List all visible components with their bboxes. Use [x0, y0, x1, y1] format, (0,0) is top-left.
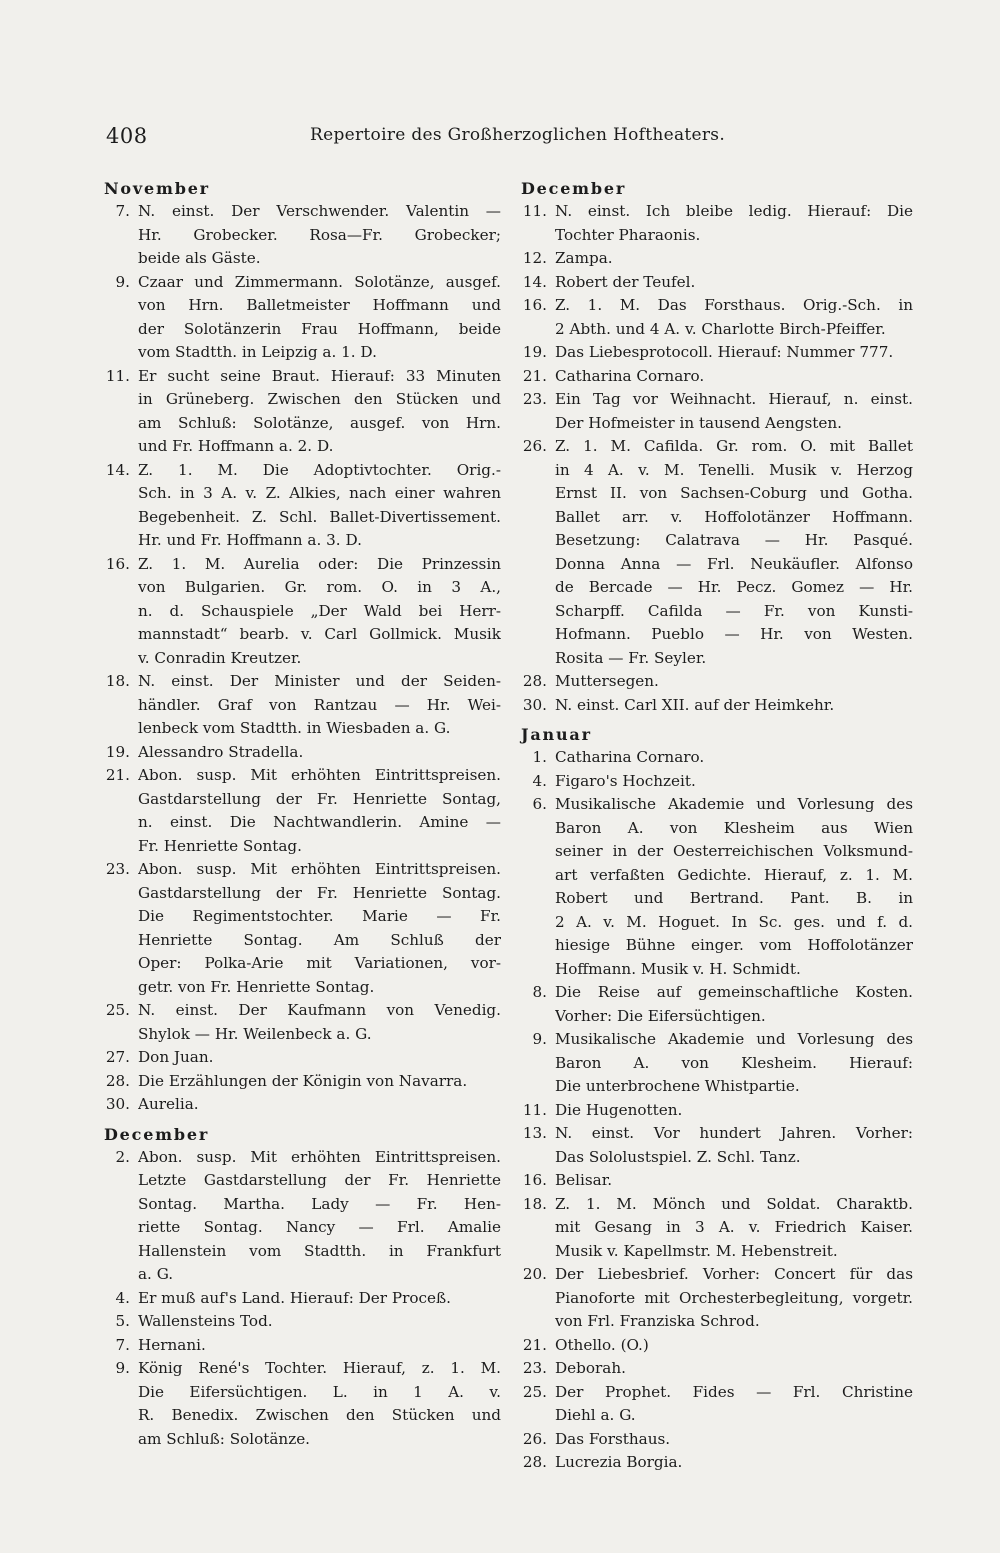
- entry-line: Othello. (O.): [555, 1335, 649, 1354]
- entry-day: 20.: [522, 1265, 547, 1283]
- entry-text: [138, 1357, 501, 1451]
- entry-text: [138, 200, 501, 271]
- entry-line: N. einst. Vor hundert Jahren. Vorher:: [555, 1124, 913, 1142]
- entry-text: [138, 1093, 501, 1117]
- entry-line: Czaar und Zimmermann. Solotänze, ausgef.: [138, 272, 501, 291]
- entry-text: [138, 459, 501, 553]
- entry-day: 16.: [522, 1171, 547, 1189]
- entry-line: händler. Graf von Rantzau — Hr. Wei-: [138, 695, 501, 714]
- entry-day: 19.: [522, 343, 547, 361]
- performance-entry: [104, 1093, 501, 1117]
- entry-day: 27.: [105, 1048, 130, 1066]
- entry-line: Pianoforte mit Orchesterbegleitung, vorgetr.: [555, 1288, 913, 1307]
- entry-line: Henriette Sontag. Am Schluß der: [138, 930, 501, 949]
- entry-line: n. einst. Die Nachtwandlerin. Amine —: [138, 813, 501, 831]
- entry-line: Letzte Gastdarstellung der Fr. Henriette: [138, 1171, 501, 1189]
- month-heading: November: [104, 179, 210, 198]
- performance-entry: [521, 1193, 913, 1264]
- entry-text: [138, 858, 501, 999]
- entry-line: Rosita — Fr. Seyler.: [555, 648, 707, 667]
- entry-text: [555, 746, 913, 770]
- entry-line: Z. 1. M. Das Forsthaus. Orig.-Sch. in: [555, 296, 913, 314]
- entry-line: Musik v. Kapellmstr. M. Hebenstreit.: [555, 1241, 838, 1260]
- entry-line: Catharina Cornaro.: [555, 366, 705, 385]
- performance-entry: [521, 247, 913, 271]
- entry-day: 23.: [522, 1359, 547, 1377]
- entry-line: Don Juan.: [138, 1048, 214, 1066]
- entry-line: Baron A. von Klesheim. Hierauf:: [555, 1053, 913, 1072]
- entry-day: 13.: [522, 1124, 547, 1142]
- entry-line: n. d. Schauspiele „Der Wald bei Herr-: [138, 601, 501, 620]
- performance-entry: [104, 858, 501, 999]
- entry-line: Besetzung: Calatrava — Hr. Pasqué.: [555, 531, 913, 549]
- right-column: [521, 178, 913, 1475]
- entry-line: de Bercade — Hr. Pecz. Gomez — Hr.: [555, 578, 913, 596]
- entry-text: [555, 770, 913, 794]
- entry-line: Die unterbrochene Whistpartie.: [555, 1077, 800, 1095]
- entry-day: 23.: [522, 390, 547, 408]
- entry-line: von Hrn. Balletmeister Hoffmann und: [138, 296, 501, 314]
- entry-day: 21.: [522, 1335, 547, 1354]
- entry-line: Die Erzählungen der Königin von Navarra.: [138, 1071, 468, 1090]
- entry-line: Abon. susp. Mit erhöhten Eintrittspreisen.: [138, 860, 501, 878]
- performance-entry: [104, 1310, 501, 1334]
- entry-line: Hoffmann. Musik v. H. Schmidt.: [555, 959, 801, 978]
- performance-entry: [104, 741, 501, 765]
- performance-entry: [521, 793, 913, 981]
- entry-line: v. Conradin Kreutzer.: [138, 648, 302, 667]
- entry-line: Begebenheit. Z. Schl. Ballet-Divertissement.: [138, 507, 501, 526]
- entry-day: 5.: [115, 1312, 130, 1330]
- entry-text: [555, 1193, 913, 1264]
- entry-line: am Schluß: Solotänze.: [138, 1429, 311, 1448]
- entry-text: [555, 1428, 913, 1452]
- entry-line: art verfaßten Gedichte. Hierauf, z. 1. M.: [555, 865, 913, 884]
- performance-entry: [521, 388, 913, 435]
- entry-line: Baron A. von Klesheim aus Wien: [555, 818, 913, 837]
- left-column: [104, 178, 501, 1451]
- entry-line: Scharpff. Cafilda — Fr. von Kunsti-: [555, 601, 913, 620]
- entry-text: [138, 1287, 501, 1311]
- performance-entry: [521, 200, 913, 247]
- performance-entry: [521, 770, 913, 794]
- entry-text: [555, 200, 913, 247]
- entry-line: Deborah.: [555, 1359, 626, 1377]
- entry-line: Die Hugenotten.: [555, 1100, 683, 1119]
- entry-day: 14.: [105, 460, 130, 479]
- performance-entry: [104, 200, 501, 271]
- entry-line: Der Prophet. Fides — Frl. Christine: [555, 1382, 913, 1401]
- performance-entry: [104, 271, 501, 365]
- entry-day: 25.: [105, 1001, 130, 1019]
- performance-entry: [521, 1428, 913, 1452]
- entry-line: mit Gesang in 3 A. v. Friedrich Kaiser.: [555, 1218, 913, 1236]
- entry-line: Das Forsthaus.: [555, 1429, 671, 1448]
- performance-entry: [104, 459, 501, 553]
- entry-line: Hofmann. Pueblo — Hr. von Westen.: [555, 625, 913, 643]
- performance-entry: [104, 764, 501, 858]
- page-number: 408: [106, 124, 148, 148]
- entry-text: [555, 388, 913, 435]
- entry-line: Aurelia.: [138, 1095, 199, 1113]
- performance-entry: [521, 1451, 913, 1475]
- entry-line: Hernani.: [138, 1335, 206, 1354]
- entry-line: beide als Gäste.: [138, 249, 261, 267]
- entry-line: Ballet arr. v. Hoffolotänzer Hoffmann.: [555, 507, 913, 526]
- performance-entry: [104, 1046, 501, 1070]
- entry-text: [138, 365, 501, 459]
- entry-day: 2.: [115, 1147, 130, 1166]
- entry-line: Hr. und Fr. Hoffmann a. 3. D.: [138, 531, 362, 549]
- entry-line: Figaro's Hochzeit.: [555, 771, 696, 790]
- entry-text: [138, 764, 501, 858]
- entry-line: Musikalische Akademie und Vorlesung des: [555, 1030, 913, 1048]
- entry-line: Abon. susp. Mit erhöhten Eintrittspreisen.: [138, 1147, 501, 1166]
- entry-line: 2 Abth. und 4 A. v. Charlotte Birch-Pfeiffer.: [555, 319, 886, 338]
- entry-line: Oper: Polka-Arie mit Variationen, vor-: [138, 954, 501, 972]
- entry-line: N. einst. Carl XII. auf der Heimkehr.: [555, 695, 835, 714]
- performance-entry: [521, 1263, 913, 1334]
- entry-line: Wallensteins Tod.: [138, 1312, 273, 1330]
- entry-day: 9.: [115, 272, 130, 291]
- performance-entry: [521, 694, 913, 718]
- entry-text: [555, 670, 913, 694]
- entry-line: Ernst II. von Sachsen-Coburg und Gotha.: [555, 484, 913, 502]
- performance-entry: [104, 1357, 501, 1451]
- performance-entry: [521, 271, 913, 295]
- entry-day: 25.: [522, 1382, 547, 1401]
- performance-entry: [521, 746, 913, 770]
- performance-entry: [104, 1334, 501, 1358]
- entry-text: [138, 1334, 501, 1358]
- entry-text: [555, 1451, 913, 1475]
- entry-day: 21.: [105, 766, 130, 784]
- entry-line: N. einst. Der Verschwender. Valentin —: [138, 202, 501, 220]
- entry-day: 11.: [522, 1100, 547, 1119]
- entry-line: Shylok — Hr. Weilenbeck a. G.: [138, 1024, 372, 1043]
- entry-text: [555, 694, 913, 718]
- entry-line: Robert und Bertrand. Pant. B. in: [555, 889, 913, 907]
- entry-text: [555, 271, 913, 295]
- performance-entry: [521, 1169, 913, 1193]
- entry-day: 4.: [115, 1288, 130, 1307]
- entry-line: getr. von Fr. Henriette Sontag.: [138, 977, 375, 996]
- entry-day: 11.: [105, 366, 130, 385]
- entry-line: Das Liebesprotocoll. Hierauf: Nummer 777.: [555, 343, 894, 361]
- entry-text: [555, 365, 913, 389]
- performance-entry: [104, 365, 501, 459]
- entry-text: [555, 1381, 913, 1428]
- entry-line: Donna Anna — Frl. Neukäufler. Alfonso: [555, 554, 913, 573]
- entry-text: [555, 1169, 913, 1193]
- entry-line: Gastdarstellung der Fr. Henriette Sontag,: [138, 789, 501, 808]
- entry-line: Der Hofmeister in tausend Aengsten.: [555, 413, 842, 432]
- entry-line: Alessandro Stradella.: [138, 742, 304, 761]
- entry-text: [555, 793, 913, 981]
- entry-line: in 4 A. v. M. Tenelli. Musik v. Herzog: [555, 460, 913, 479]
- running-title: Repertoire des Großherzoglichen Hoftheaters.: [310, 125, 726, 145]
- entry-line: Gastdarstellung der Fr. Henriette Sontag.: [138, 883, 501, 902]
- entry-day: 18.: [522, 1194, 547, 1213]
- entry-text: [138, 1310, 501, 1334]
- entry-day: 18.: [105, 672, 130, 690]
- entry-day: 28.: [522, 672, 547, 690]
- entry-line: riette Sontag. Nancy — Frl. Amalie: [138, 1218, 501, 1236]
- entry-day: 28.: [105, 1071, 130, 1090]
- entry-day: 14.: [522, 272, 547, 291]
- performance-entry: [521, 1028, 913, 1099]
- performance-entry: [104, 553, 501, 671]
- entry-day: 16.: [522, 296, 547, 314]
- performance-entry: [521, 1357, 913, 1381]
- entry-text: [138, 1070, 501, 1094]
- entry-day: 30.: [105, 1095, 130, 1113]
- entry-line: Diehl a. G.: [555, 1406, 636, 1424]
- entry-line: R. Benedix. Zwischen den Stücken und: [138, 1406, 501, 1424]
- entry-day: 6.: [532, 795, 547, 813]
- entry-line: Er sucht seine Braut. Hierauf: 33 Minuten: [138, 366, 501, 385]
- entry-line: Belisar.: [555, 1171, 613, 1189]
- performance-entry: [521, 341, 913, 365]
- entry-line: Sontag. Martha. Lady — Fr. Hen-: [138, 1194, 501, 1213]
- entry-line: mannstadt“ bearb. v. Carl Gollmick. Musik: [138, 625, 501, 643]
- performance-entry: [104, 1146, 501, 1287]
- entry-line: Zampa.: [555, 249, 613, 267]
- entry-day: 16.: [105, 554, 130, 573]
- entry-line: am Schluß: Solotänze, ausgef. von Hrn.: [138, 413, 501, 432]
- entry-line: Lucrezia Borgia.: [555, 1453, 683, 1471]
- entry-line: Robert der Teufel.: [555, 272, 696, 291]
- entry-text: [138, 553, 501, 671]
- entry-day: 26.: [522, 1429, 547, 1448]
- entry-day: 4.: [532, 771, 547, 790]
- entry-line: Hallenstein vom Stadtth. in Frankfurt: [138, 1241, 501, 1260]
- entry-line: Die Regimentstochter. Marie — Fr.: [138, 907, 501, 925]
- entry-text: [555, 247, 913, 271]
- performance-entry: [104, 1070, 501, 1094]
- entry-text: [555, 435, 913, 670]
- entry-line: N. einst. Der Minister und der Seiden-: [138, 672, 501, 690]
- entry-text: [555, 1028, 913, 1099]
- entry-text: [138, 741, 501, 765]
- entry-line: Muttersegen.: [555, 672, 659, 690]
- entry-line: in Grüneberg. Zwischen den Stücken und: [138, 390, 501, 408]
- entry-line: 2 A. v. M. Hoguet. In Sc. ges. und f. d.: [555, 912, 913, 931]
- entry-line: N. einst. Ich bleibe ledig. Hierauf: Die: [555, 202, 913, 220]
- entry-day: 8.: [532, 983, 547, 1001]
- entry-line: N. einst. Der Kaufmann von Venedig.: [138, 1001, 501, 1019]
- entry-line: König René's Tochter. Hierauf, z. 1. M.: [138, 1359, 501, 1377]
- entry-day: 30.: [522, 695, 547, 714]
- entry-line: Z. 1. M. Cafilda. Gr. rom. O. mit Ballet: [555, 437, 913, 455]
- entry-line: und Fr. Hoffmann a. 2. D.: [138, 437, 334, 455]
- entry-line: Z. 1. M. Mönch und Soldat. Charaktb.: [555, 1194, 913, 1213]
- entry-day: 7.: [115, 202, 130, 220]
- entry-day: 11.: [522, 202, 547, 220]
- entry-day: 9.: [115, 1359, 130, 1377]
- entry-line: Hr. Grobecker. Rosa—Fr. Grobecker;: [138, 225, 501, 244]
- entry-text: [138, 1146, 501, 1287]
- entry-line: Sch. in 3 A. v. Z. Alkies, nach einer wahren: [138, 484, 501, 502]
- performance-entry: [521, 1122, 913, 1169]
- entry-line: Tochter Pharaonis.: [555, 225, 701, 244]
- entry-day: 23.: [105, 860, 130, 878]
- performance-entry: [521, 294, 913, 341]
- entry-text: [138, 1046, 501, 1070]
- entry-line: Catharina Cornaro.: [555, 748, 705, 766]
- entry-text: [555, 294, 913, 341]
- entry-text: [138, 271, 501, 365]
- entry-line: von Bulgarien. Gr. rom. O. in 3 A.,: [138, 578, 501, 596]
- entry-line: Musikalische Akademie und Vorlesung des: [555, 795, 913, 813]
- entry-line: Z. 1. M. Aurelia oder: Die Prinzessin: [138, 554, 501, 573]
- entry-day: 19.: [105, 742, 130, 761]
- entry-line: Abon. susp. Mit erhöhten Eintrittspreisen.: [138, 766, 501, 784]
- performance-entry: [104, 1287, 501, 1311]
- performance-entry: [521, 365, 913, 389]
- entry-text: [555, 341, 913, 365]
- entry-text: [138, 999, 501, 1046]
- entry-line: seiner in der Oesterreichischen Volksmund-: [555, 842, 913, 860]
- entry-day: 1.: [532, 748, 547, 766]
- entry-line: Ein Tag vor Weihnacht. Hierauf, n. einst.: [555, 390, 913, 408]
- performance-entry: [521, 435, 913, 670]
- entry-day: 7.: [115, 1335, 130, 1354]
- entry-line: vom Stadtth. in Leipzig a. 1. D.: [138, 343, 377, 361]
- entry-day: 28.: [522, 1453, 547, 1471]
- entry-day: 26.: [522, 437, 547, 455]
- entry-line: Fr. Henriette Sontag.: [138, 836, 302, 855]
- performance-entry: [521, 670, 913, 694]
- performance-entry: [104, 999, 501, 1046]
- entry-text: [555, 1099, 913, 1123]
- performance-entry: [521, 1334, 913, 1358]
- entry-text: [555, 1334, 913, 1358]
- entry-text: [555, 981, 913, 1028]
- entry-line: Die Eifersüchtigen. L. in 1 A. v.: [138, 1382, 501, 1401]
- entry-line: von Frl. Franziska Schrod.: [555, 1312, 760, 1330]
- entry-line: Er muß auf's Land. Hierauf: Der Proceß.: [138, 1288, 451, 1307]
- entry-day: 9.: [532, 1030, 547, 1048]
- entry-text: [555, 1357, 913, 1381]
- entry-text: [555, 1263, 913, 1334]
- entry-line: der Solotänzerin Frau Hoffmann, beide: [138, 319, 501, 338]
- entry-day: 12.: [522, 249, 547, 267]
- entry-line: Die Reise auf gemeinschaftliche Kosten.: [555, 983, 913, 1001]
- entry-line: Der Liebesbrief. Vorher: Concert für das: [555, 1265, 913, 1283]
- entry-line: Das Sololustspiel. Z. Schl. Tanz.: [555, 1147, 801, 1166]
- entry-line: Vorher: Die Eifersüchtigen.: [555, 1006, 766, 1025]
- entry-line: Z. 1. M. Die Adoptivtochter. Orig.-: [138, 460, 501, 479]
- performance-entry: [521, 1381, 913, 1428]
- month-heading: Januar: [521, 725, 592, 744]
- entry-line: a. G.: [138, 1265, 174, 1283]
- entry-day: 21.: [522, 366, 547, 385]
- entry-text: [555, 1122, 913, 1169]
- entry-text: [138, 670, 501, 741]
- month-heading: December: [104, 1124, 210, 1144]
- entry-line: lenbeck vom Stadtth. in Wiesbaden a. G.: [138, 719, 451, 737]
- performance-entry: [521, 981, 913, 1028]
- performance-entry: [521, 1099, 913, 1123]
- month-heading: December: [521, 179, 627, 198]
- performance-entry: [104, 670, 501, 741]
- entry-line: hiesige Bühne einger. vom Hoffolotänzer: [555, 936, 913, 954]
